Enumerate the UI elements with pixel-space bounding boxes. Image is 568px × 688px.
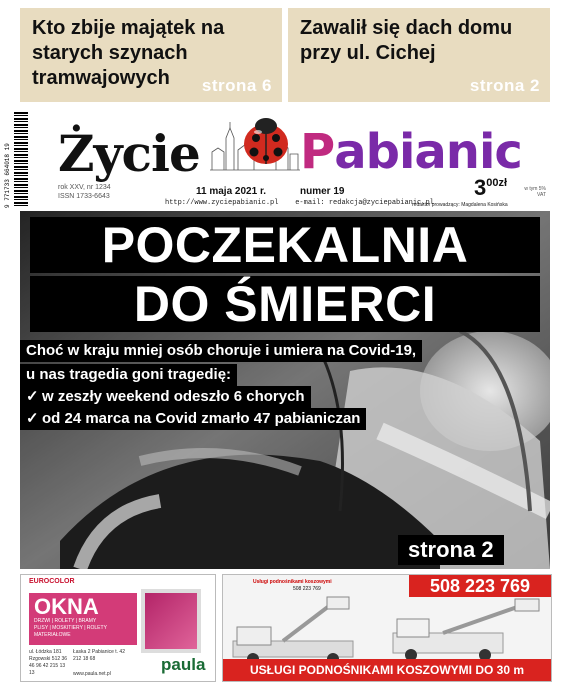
ad-okna-address-2: Łaska 2 Pabianice t. 42 212 18 68 <box>73 649 125 662</box>
price-cents: 00 <box>486 177 499 189</box>
ad-lift-topline: Usługi podnośnikami koszowymi <box>253 579 332 585</box>
ad-okna-line1: DRZWI | ROLETY | BRAMY <box>34 618 97 624</box>
barcode-number: 9 771733 664018 19 <box>4 143 11 208</box>
ad-lift[interactable] <box>222 574 552 682</box>
masthead-title-right <box>300 124 522 180</box>
lead-page-ref[interactable]: strona 2 <box>398 535 504 565</box>
issue-number: numer 19 <box>300 186 345 197</box>
ad-okna-panel <box>29 593 137 645</box>
teaser-headline: Kto zbije majątek na starych szynach tramwajowych <box>32 17 225 89</box>
ad-okna[interactable] <box>20 574 216 682</box>
price <box>474 175 507 201</box>
teaser-page: strona 6 <box>201 76 272 95</box>
lead-bullet-2 <box>20 408 366 430</box>
issue-meta <box>58 183 111 201</box>
check-icon: ✓ <box>26 410 39 427</box>
masthead-title-left: Życie <box>58 124 200 183</box>
editor-credit: redaktor prowadzący: Magdalena Kosińska <box>412 202 508 208</box>
check-icon: ✓ <box>26 388 39 405</box>
masthead-title-rest: abianic <box>334 124 522 180</box>
price-note: w tym 5% VAT <box>524 186 546 198</box>
ad-okna-address-1: ul. Łódzka 181 Rzgowski 512 36 46 96 42 215 13 13 <box>29 649 68 676</box>
issue-date: 11 maja 2021 r. <box>196 186 267 197</box>
ad-lift-small-phone: 508 223 769 <box>293 586 321 592</box>
masthead-title-first-letter: P <box>300 124 335 180</box>
ladybug-icon <box>236 112 294 170</box>
price-main: 3 <box>474 175 487 200</box>
window-illustration <box>141 589 201 653</box>
issn: ISSN 1733-6643 <box>58 193 110 200</box>
lead-headline-line2: DO ŚMIERCI <box>30 276 540 332</box>
teaser-left[interactable] <box>20 8 282 102</box>
ad-okna-title: OKNA <box>34 594 99 619</box>
ad-brand: EUROCOLOR <box>29 578 75 585</box>
ad-lift-tagline: USŁUGI PODNOŚNIKAMI KOSZOWYMI DO 30 m <box>223 659 551 681</box>
teaser-right[interactable] <box>288 8 550 102</box>
price-currency: zł <box>498 177 508 189</box>
teaser-headline: Zawalił się dach domu przy ul. Cichej <box>300 17 513 64</box>
lead-text-line2: u nas tragedia goni tragedię: <box>20 364 237 386</box>
ad-okna-website[interactable]: www.paula.net.pl <box>73 671 111 677</box>
bullet-text: w zeszły weekend odeszło 6 chorych <box>42 388 305 405</box>
website-link[interactable]: http://www.zyciepabianic.pl <box>165 199 279 207</box>
teaser-page: strona 2 <box>469 76 540 95</box>
contact-line <box>165 199 434 207</box>
ad-okna-line2: PLISY | MOSKITIERY | ROLETY MATERIAŁOWE <box>34 625 107 638</box>
paula-logo: paula <box>161 655 206 674</box>
lead-bullet-1 <box>20 386 311 408</box>
volume: rok XXV, nr 1234 <box>58 184 111 191</box>
ad-lift-phone[interactable]: 508 223 769 <box>409 575 551 597</box>
email-link[interactable]: e-mail: redakcja@zyciepabianic.pl <box>295 199 434 207</box>
lead-headline-line1: POCZEKALNIA <box>30 217 540 273</box>
lead-text-line1: Choć w kraju mniej osób choruje i umiera na Covid-19, <box>20 340 422 362</box>
bullet-text: od 24 marca na Covid zmarło 47 pabianiczan <box>42 410 361 427</box>
barcode <box>14 112 28 208</box>
